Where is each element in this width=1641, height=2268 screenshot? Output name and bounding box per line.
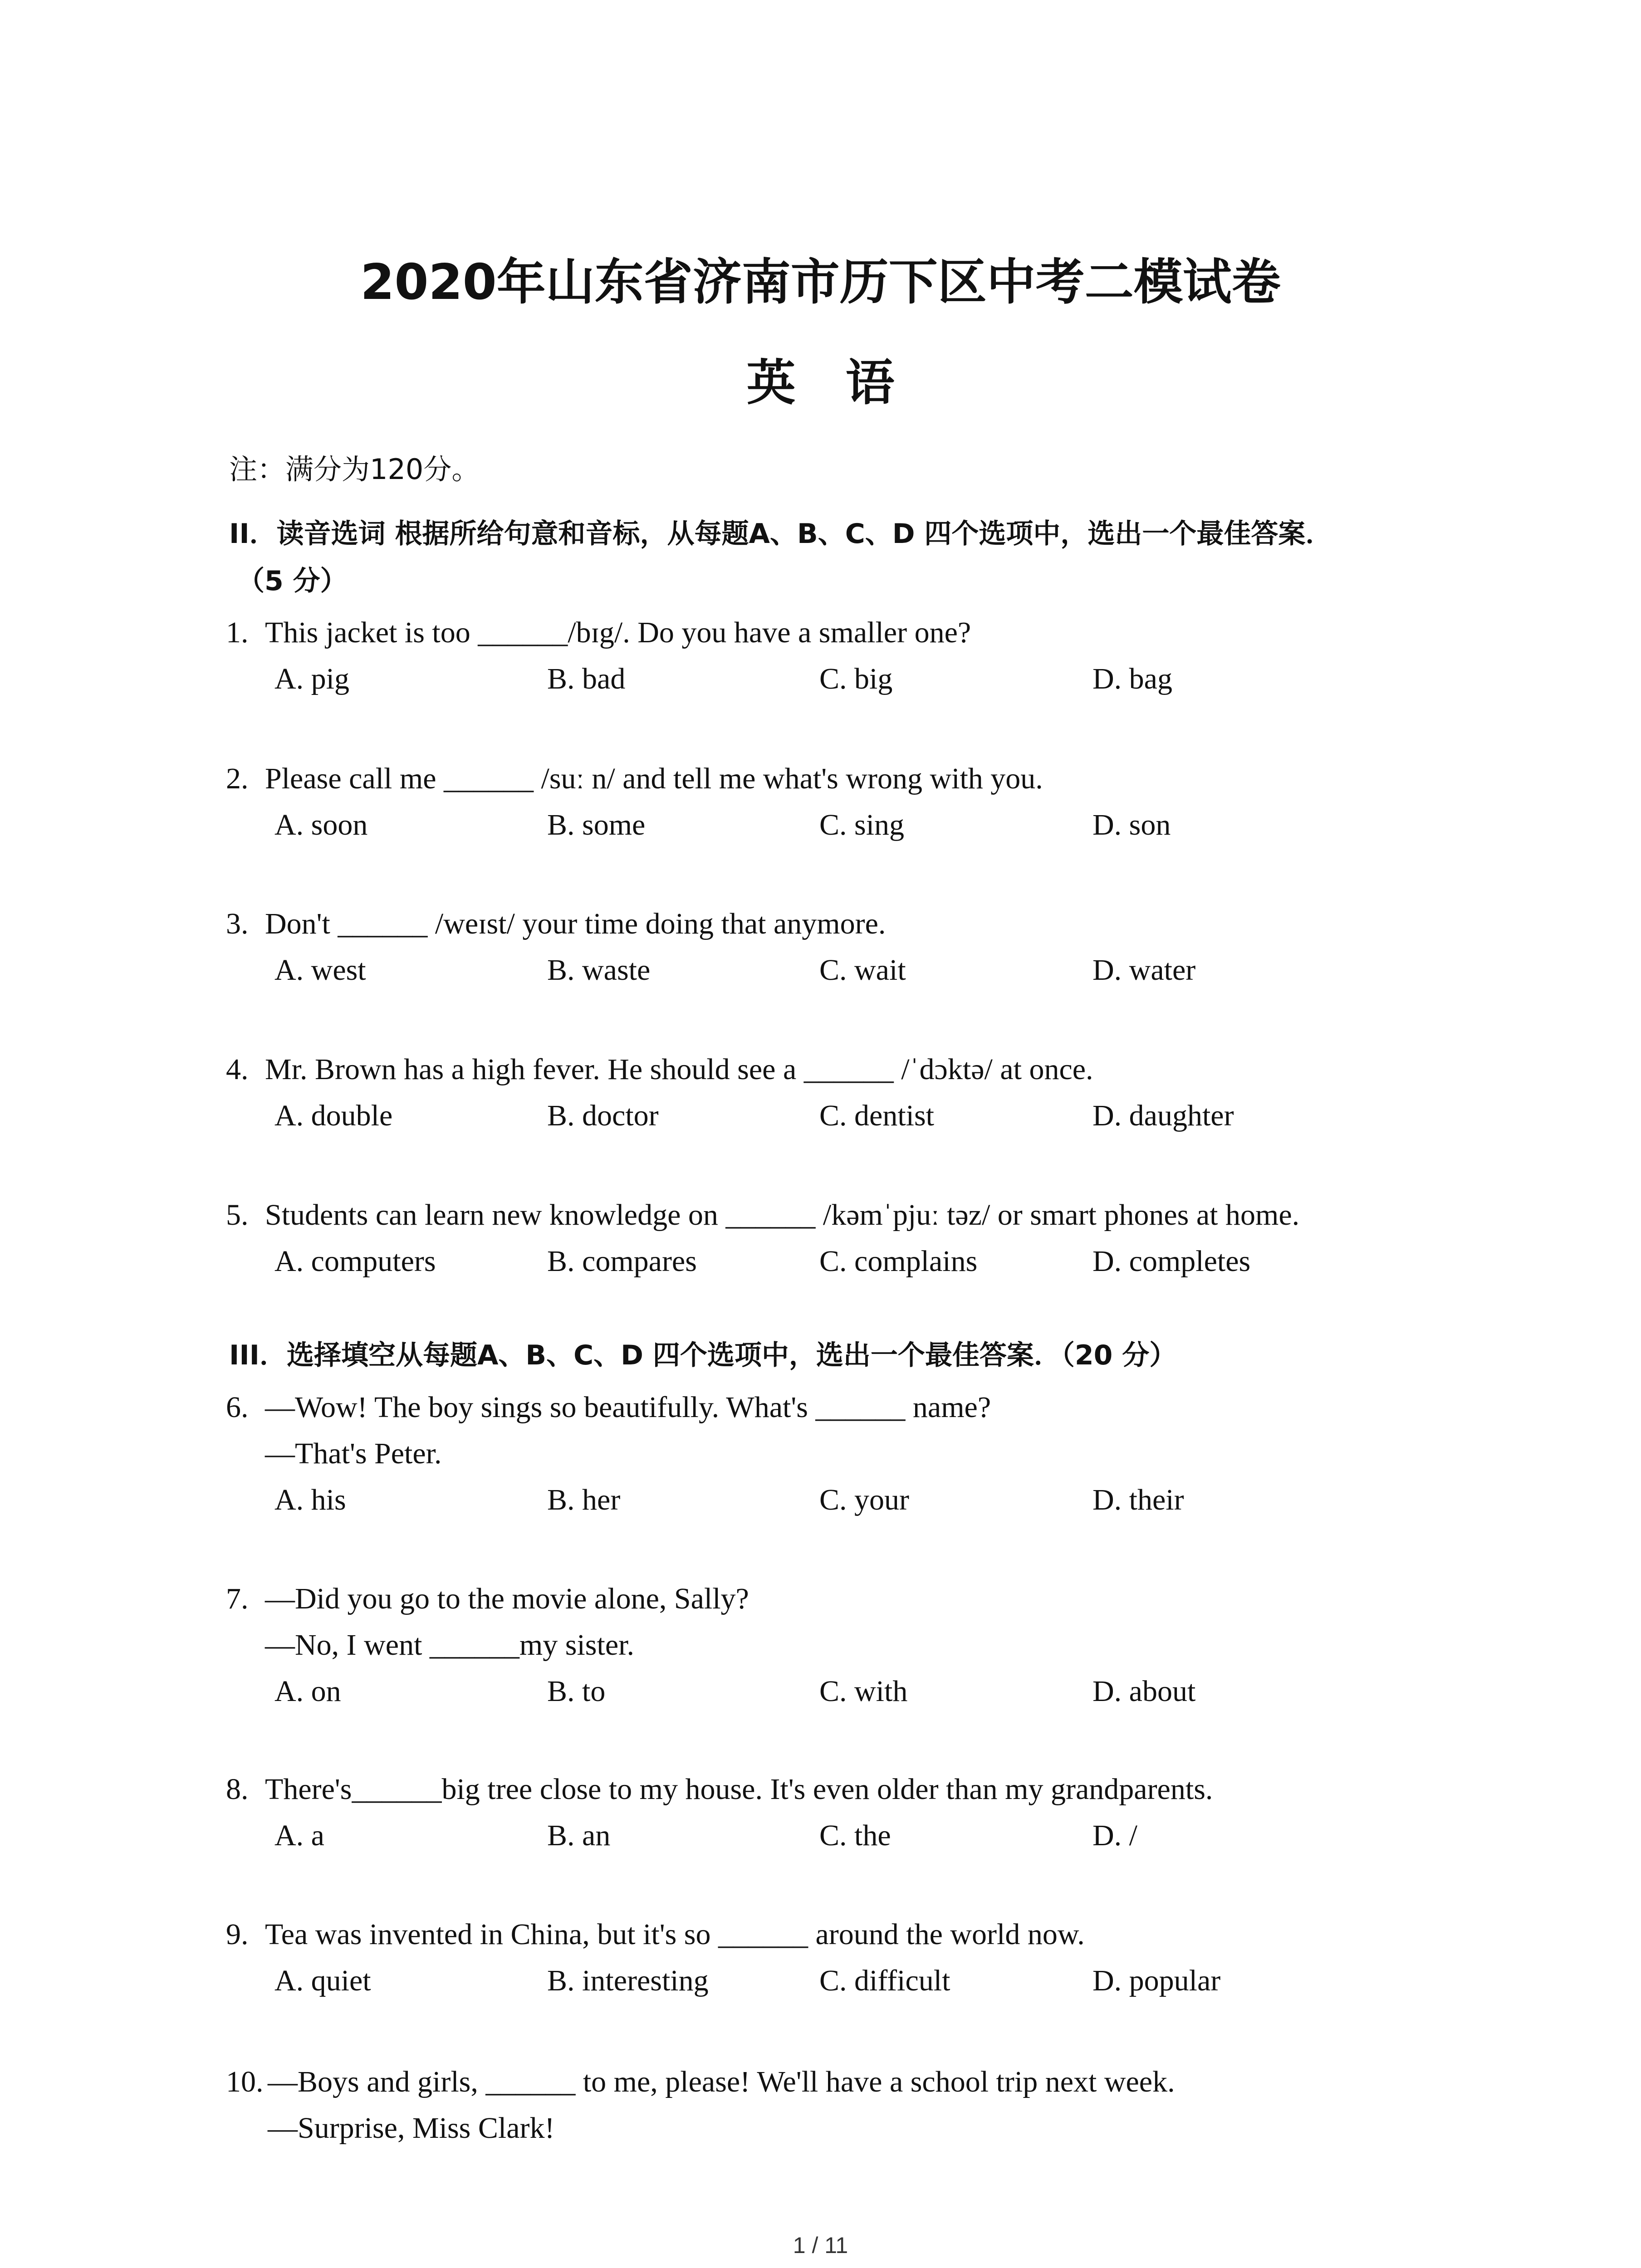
question-stem (226, 1579, 749, 1619)
question-stem (226, 904, 886, 944)
question-text: Please call me ______ /suː n/ and tell me what's wrong with you. (265, 762, 1043, 795)
answer-option: D. daughter (1092, 1099, 1234, 1132)
question-stem (226, 2062, 1175, 2102)
answer-option: C. big (819, 662, 893, 695)
answer-option: C. dentist (819, 1099, 935, 1132)
answer-option: B. her (547, 1483, 621, 1516)
answer-option: A. a (274, 1819, 324, 1852)
question-number: 8. (226, 1773, 249, 1806)
section-3-heading: III．选择填空从每题A、B、C、D 四个选项中，选出一个最佳答案．（20 分） (229, 1339, 1177, 1371)
question-line: —No, I went ______my sister. (265, 1628, 634, 1662)
section-2-heading (229, 510, 1436, 605)
exam-title: 2020年山东省济南市历下区中考二模试卷 (360, 254, 1281, 311)
answer-option: C. the (819, 1819, 891, 1852)
answer-option: A. soon (274, 808, 368, 841)
question-number: 4. (226, 1053, 249, 1086)
subject-title: 英语 (746, 355, 945, 411)
question-number: 2. (226, 762, 249, 795)
answer-option: A. west (274, 953, 366, 987)
question-text: This jacket is too ______/bɪg/. Do you have a smaller one? (265, 616, 971, 649)
question-number: 10. (226, 2065, 264, 2098)
question-text: —Boys and girls, ______ to me, please! We'll have a school trip next week. (268, 2065, 1175, 2098)
page-number: 1 / 11 (793, 2233, 848, 2258)
question-stem (226, 1049, 1093, 1090)
question-text: Mr. Brown has a high fever. He should see a ______ /ˈdɔktə/ at once. (265, 1053, 1093, 1086)
question-number: 3. (226, 907, 249, 940)
answer-option: C. complains (819, 1245, 978, 1278)
question-stem (226, 1195, 1299, 1236)
question-line: —That's Peter. (265, 1437, 442, 1470)
answer-option: C. sing (819, 808, 905, 841)
answer-option: B. an (547, 1819, 611, 1852)
answer-option: D. / (1092, 1819, 1137, 1852)
answer-option: C. difficult (819, 1964, 950, 1997)
answer-option: B. doctor (547, 1099, 659, 1132)
answer-option: D. completes (1092, 1245, 1251, 1278)
section-2-heading-line2: （5 分） (237, 565, 348, 597)
answer-option: A. his (274, 1483, 346, 1516)
question-text: —Wow! The boy sings so beautifully. What's ______ name? (265, 1391, 991, 1424)
answer-option: D. water (1092, 953, 1196, 987)
answer-option: B. to (547, 1675, 606, 1708)
question-text: Don't ______ /weɪst/ your time doing that anymore. (265, 907, 886, 940)
answer-option: B. interesting (547, 1964, 709, 1997)
answer-option: D. their (1092, 1483, 1184, 1516)
answer-option: A. on (274, 1675, 341, 1708)
question-number: 6. (226, 1391, 249, 1424)
answer-option: A. computers (274, 1245, 436, 1278)
question-stem (226, 1387, 991, 1428)
question-number: 1. (226, 616, 249, 649)
answer-option: D. bag (1092, 662, 1172, 695)
question-number: 5. (226, 1198, 249, 1232)
answer-option: A. quiet (274, 1964, 371, 1997)
question-stem (226, 1914, 1085, 1955)
question-text: Tea was invented in China, but it's so ______ around the world now. (265, 1918, 1085, 1951)
question-stem (226, 612, 971, 653)
answer-option: A. pig (274, 662, 349, 695)
question-text: There's______big tree close to my house. It's even older than my grandparents. (265, 1773, 1213, 1806)
answer-option: C. with (819, 1675, 908, 1708)
question-number: 7. (226, 1582, 249, 1615)
answer-option: A. double (274, 1099, 393, 1132)
answer-option: B. bad (547, 662, 626, 695)
question-text: Students can learn new knowledge on ______ /kəmˈpjuː təz/ or smart phones at home. (265, 1198, 1300, 1232)
question-stem (226, 758, 1043, 799)
question-text: —Did you go to the movie alone, Sally? (265, 1582, 749, 1615)
answer-option: B. compares (547, 1245, 697, 1278)
question-line: —Surprise, Miss Clark! (268, 2112, 555, 2145)
question-stem (226, 1769, 1213, 1810)
answer-option: B. some (547, 808, 646, 841)
answer-option: B. waste (547, 953, 651, 987)
answer-option: D. popular (1092, 1964, 1221, 1997)
section-2-heading-line1: II．读音选词 根据所给句意和音标，从每题A、B、C、D 四个选项中，选出一个最佳答案． (229, 518, 1333, 550)
score-note: 注：满分为120分。 (229, 453, 480, 486)
answer-option: C. wait (819, 953, 906, 987)
answer-option: D. about (1092, 1675, 1196, 1708)
answer-option: C. your (819, 1483, 909, 1516)
question-number: 9. (226, 1918, 249, 1951)
answer-option: D. son (1092, 808, 1171, 841)
